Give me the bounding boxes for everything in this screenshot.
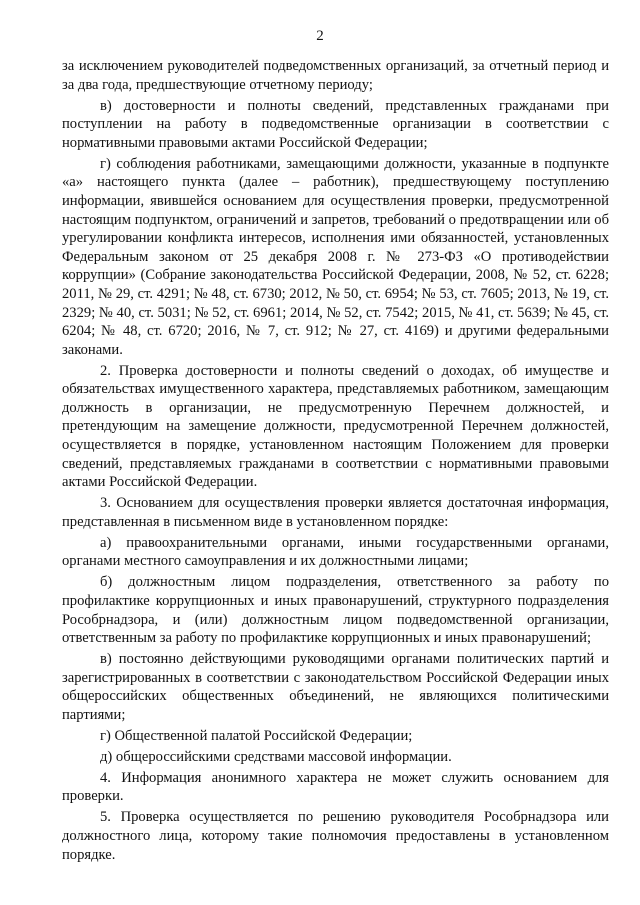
paragraph-item-3v: в) постоянно действующими руководящими органами политических партий и зарегистрированных в соответствии с законодательством Российской Федерации иных общероссийских общественных объединений, не являющихся политическими партиями; <box>62 651 609 723</box>
paragraph-item-3a: а) правоохранительными органами, иными государственными органами, органами местного самоуправления и их должностными лицами; <box>62 534 609 570</box>
paragraph-item-3: 3. Основанием для осуществления проверки является достаточная информация, представленная в письменном виде в установленном порядке: <box>62 495 609 530</box>
paragraph-item-3d: д) общероссийскими средствами массовой информации. <box>100 748 452 765</box>
paragraph-item-5: 5. Проверка осуществляется по решению руководителя Рособрнадзора или должностного лица, которому такие полномочия предоставлены в установленном порядке. <box>62 809 609 863</box>
paragraph-continuation: за исключением руководителей подведомственных организаций, за отчетный период и за два года, предшествующие отчетному периоду; <box>62 58 609 93</box>
document-body <box>62 57 609 867</box>
paragraph-item-2: 2. Проверка достоверности и полноты сведений о доходах, об имуществе и обязательствах имущественного характера, представляемых работником, замещающим должность в организации, не предусмотренную Перечнем должностей, и претендующим на замещение должности, предусмотренной Перечнем должностей, осуществляется в порядке, установленном настоящим Положением для проверки сведений, представляемых гражданами в соответствии с нормативными правовыми актами Российской Федерации. <box>62 362 609 491</box>
paragraph-subitem-v: в) достоверности и полноты сведений, представленных гражданами при поступлении на работу в подведомственные организации в соответствии с нормативными правовыми актами Российской Федерации; <box>62 97 609 151</box>
paragraph-subitem-g: г) соблюдения работниками, замещающими должности, указанные в подпункте «а» настоящего пункта (далее – работник), предшествующему поступлению информации, явившейся основанием для осуществления проверки, предусмотренной настоящим подпунктом, ограничений и запретов, требований о предотвращении или об урегулировании конфликта интересов, исполнения ими обязанностей, установленных Федеральным законом от 25 декабря 2008 г. № 273-ФЗ «О противодействии коррупции» (Собрание законодательства Российской Федерации, 2008, № 52, ст. 6228; 2011, № 29, ст. 4291; № 48, ст. 6730; 2012, № 50, ст. 6954; № 53, ст. 7605; 2013, № 19, ст. 2329; № 40, ст. 5031; № 52, ст. 6961; 2014, № 52, ст. 7542; 2015, № 41, ст. 5639; № 45, ст. 6204; № 48, ст. 6720; 2016, № 7, ст. 912; № 27, ст. 4169) и другими федеральными законами. <box>62 155 609 358</box>
paragraph-item-3b: б) должностным лицом подразделения, ответственного за работу по профилактике коррупционных и иных правонарушений, структурного подразделения Рособрнадзора, и (или) должностным лицом подведомственной организации, ответственным за работу по профилактике коррупционных и иных правонарушений; <box>62 574 609 647</box>
paragraph-item-3g: г) Общественной палатой Российской Федерации; <box>100 727 413 744</box>
page-number: 2 <box>316 28 324 44</box>
paragraph-item-4: 4. Информация анонимного характера не может служить основанием для проверки. <box>62 769 609 805</box>
